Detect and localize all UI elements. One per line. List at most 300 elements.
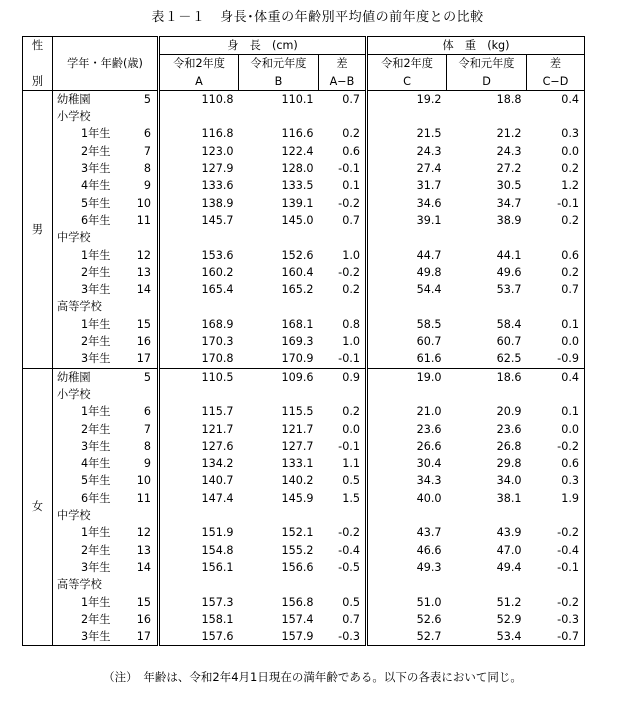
weight-previous-cell: 23.6 [496,422,522,436]
height-previous-cell: 116.6 [281,127,314,141]
grade-cell [53,421,159,438]
height-diff-cell: 0.9 [342,370,360,384]
weight-previous-cell: 47.0 [496,543,522,557]
school-label: 高等学校 [53,298,159,315]
age-value: 17 [136,352,151,366]
school-header-row [23,298,585,315]
height-previous-cell: 155.2 [281,543,314,557]
age-value: 12 [136,526,151,540]
school-header-row [23,229,585,246]
table-row [23,438,585,455]
height-current-cell: 127.6 [159,438,239,455]
weight-current-cell [367,229,447,246]
weight-previous-cell: 20.9 [496,405,522,419]
grade-label: 3年生 [81,560,111,574]
grade-label: 6年生 [81,213,111,227]
gender-label: 男 [23,90,53,368]
weight-current-cell: 43.7 [367,524,447,541]
height-diff-cell: 0.5 [342,474,360,488]
grade-label: 5年生 [81,196,111,210]
weight-previous-cell [447,507,527,524]
height-previous-cell [239,298,319,315]
grade-label: 2年生 [81,543,111,557]
grade-cell [53,368,159,386]
weight-previous-cell [447,229,527,246]
height-current-cell: 165.4 [159,281,239,298]
grade-cell [53,143,159,160]
table-row [23,472,585,489]
header-weight-group: 体 重 (kg) [367,37,585,55]
table-caption: 身長･体重の年齢別平均値の前年度との比較 [220,10,484,25]
weight-previous-cell: 29.8 [496,457,522,471]
height-diff-cell: 0.1 [342,179,360,193]
weight-diff-cell: -0.1 [527,559,585,576]
weight-current-cell: 61.6 [367,350,447,368]
height-diff-cell: -0.3 [319,628,367,646]
height-previous-cell: 145.0 [281,213,314,227]
weight-previous-cell: 34.7 [496,196,522,210]
grade-label: 3年生 [81,352,111,366]
height-diff-cell: 0.7 [342,612,360,626]
weight-current-cell: 49.8 [367,264,447,281]
height-previous-cell [239,386,319,403]
grade-cell [53,594,159,611]
stats-table [22,36,585,646]
height-previous-cell: 127.7 [281,439,314,453]
weight-previous-cell: 30.5 [496,179,522,193]
weight-current-cell: 19.0 [367,368,447,386]
height-current-cell: 154.8 [159,542,239,559]
table-row [23,594,585,611]
height-previous-cell: 115.5 [281,405,314,419]
height-diff-cell: 0.2 [342,405,360,419]
height-previous-cell: 156.6 [281,560,314,574]
height-current-cell: 121.7 [159,421,239,438]
height-current-cell: 147.4 [159,490,239,507]
school-header-row [23,507,585,524]
height-diff-cell: 0.5 [342,595,360,609]
height-current-cell: 157.3 [159,594,239,611]
height-previous-cell: 128.0 [281,162,314,176]
weight-diff-cell: 0.3 [527,472,585,489]
height-previous-cell: 145.9 [281,491,314,505]
table-row [23,177,585,194]
weight-diff-cell: -0.2 [527,524,585,541]
weight-previous-cell: 38.9 [496,213,522,227]
grade-cell [53,212,159,229]
weight-previous-cell: 43.9 [496,526,522,540]
weight-diff-cell [527,108,585,125]
height-current-cell: 145.7 [159,212,239,229]
grade-cell [53,438,159,455]
grade-label: 2年生 [81,422,111,436]
header-code-b: B [239,73,319,91]
weight-current-cell [367,298,447,315]
table-row [23,542,585,559]
weight-diff-cell: 0.0 [527,333,585,350]
height-current-cell: 170.8 [159,350,239,368]
weight-previous-cell [447,298,527,315]
height-previous-cell: 152.1 [281,526,314,540]
weight-diff-cell: 0.6 [527,455,585,472]
height-previous-cell: 157.4 [281,612,314,626]
weight-current-cell [367,386,447,403]
grade-label: 1年生 [81,317,111,331]
weight-current-cell: 24.3 [367,143,447,160]
height-current-cell: 168.9 [159,316,239,333]
weight-previous-cell: 60.7 [496,335,522,349]
height-previous-cell [239,576,319,593]
age-value: 9 [143,179,151,193]
weight-diff-cell [527,507,585,524]
table-row [23,264,585,281]
table-title [0,6,625,25]
grade-label: 5年生 [81,474,111,488]
height-previous-cell [239,108,319,125]
age-value: 11 [136,213,151,227]
grade-cell [53,160,159,177]
height-current-cell: 115.7 [159,403,239,420]
grade-label: 4年生 [81,179,111,193]
table-row [23,281,585,298]
height-current-cell: 153.6 [159,247,239,264]
table-row [23,421,585,438]
height-previous-cell: 139.1 [281,196,314,210]
height-diff-cell: 0.7 [342,213,360,227]
weight-current-cell: 44.7 [367,247,447,264]
age-value: 14 [136,283,151,297]
height-diff-cell: -0.4 [338,543,360,557]
header-code-ab: A−B [319,73,367,91]
weight-diff-cell: 0.6 [527,247,585,264]
grade-label: 幼稚園 [57,92,91,106]
weight-current-cell: 51.0 [367,594,447,611]
table-row [23,333,585,350]
weight-previous-cell: 52.9 [496,612,522,626]
age-value: 6 [143,127,151,141]
height-current-cell: 158.1 [159,611,239,628]
weight-current-cell: 49.3 [367,559,447,576]
age-value: 16 [136,335,151,349]
weight-current-cell: 54.4 [367,281,447,298]
weight-current-cell: 31.7 [367,177,447,194]
weight-diff-cell: 1.9 [527,490,585,507]
grade-cell [53,90,159,108]
grade-label: 3年生 [81,283,111,297]
weight-diff-cell: -0.9 [527,350,585,368]
weight-diff-cell: -0.7 [527,628,585,646]
height-previous-cell [239,507,319,524]
height-current-cell: 133.6 [159,177,239,194]
weight-diff-cell: -0.1 [527,195,585,212]
weight-diff-cell: 0.1 [527,316,585,333]
height-previous-cell: 170.9 [239,350,319,368]
grade-label: 1年生 [81,405,111,419]
height-current-cell: 160.2 [159,264,239,281]
header-height-previous: 令和元年度 [239,55,319,73]
header-code-a: A [159,73,239,91]
height-diff-cell: 1.1 [342,457,360,471]
weight-diff-cell: 0.0 [527,421,585,438]
weight-previous-cell: 38.1 [496,491,522,505]
height-previous-cell: 133.5 [281,179,314,193]
height-previous-cell: 109.6 [281,370,314,384]
age-value: 8 [143,439,151,453]
height-diff-cell [319,507,367,524]
table-body [23,90,585,646]
height-previous-cell: 156.8 [281,595,314,609]
height-previous-cell: 165.2 [281,283,314,297]
table-row [23,524,585,541]
grade-cell [53,403,159,420]
height-previous-cell: 110.1 [281,92,314,106]
header-weight-previous: 令和元年度 [447,55,527,73]
table-row [23,90,585,108]
table-row [23,316,585,333]
age-value: 16 [136,612,151,626]
header-height-current: 令和2年度 [159,55,239,73]
weight-diff-cell: 0.4 [527,90,585,108]
age-value: 7 [143,144,151,158]
height-diff-cell: 1.0 [342,248,360,262]
height-current-cell: 170.3 [159,333,239,350]
weight-previous-cell: 27.2 [496,162,522,176]
weight-current-cell: 39.1 [367,212,447,229]
weight-current-cell: 40.0 [367,490,447,507]
height-previous-cell [239,229,319,246]
weight-current-cell: 46.6 [367,542,447,559]
grade-cell [53,195,159,212]
height-current-cell [159,108,239,125]
weight-diff-cell: 1.2 [527,177,585,194]
age-value: 10 [136,196,151,210]
table-row [23,490,585,507]
table-row [23,628,585,646]
height-current-cell: 134.2 [159,455,239,472]
gender-label: 女 [23,368,53,646]
weight-current-cell [367,108,447,125]
age-value: 7 [143,422,151,436]
footnote: （注） 年齢は、令和2年4月1日現在の満年齢である。以下の各表において同じ。 [103,670,522,684]
age-value: 13 [136,265,151,279]
grade-cell [53,264,159,281]
height-diff-cell [319,229,367,246]
header-gender-top: 性 [23,37,53,55]
age-value: 15 [136,317,151,331]
school-label: 中学校 [53,507,159,524]
age-value: 5 [143,92,151,106]
grade-label: 4年生 [81,457,111,471]
header-weight-diff: 差 [527,55,585,73]
grade-cell [53,542,159,559]
weight-previous-cell: 26.8 [496,439,522,453]
age-value: 10 [136,474,151,488]
table-row [23,559,585,576]
weight-diff-cell: 0.4 [527,368,585,386]
weight-diff-cell: -0.2 [527,594,585,611]
weight-diff-cell: 0.1 [527,403,585,420]
height-current-cell: 140.7 [159,472,239,489]
weight-current-cell: 23.6 [367,421,447,438]
weight-previous-cell: 51.2 [496,595,522,609]
height-diff-cell: -0.2 [338,196,360,210]
header-height-group: 身 長 (cm) [159,37,367,55]
school-label: 高等学校 [53,576,159,593]
grade-label: 2年生 [81,335,111,349]
weight-previous-cell: 49.6 [496,265,522,279]
table-row [23,455,585,472]
height-previous-cell: 121.7 [281,422,314,436]
height-diff-cell: -0.5 [338,560,360,574]
grade-cell [53,281,159,298]
weight-diff-cell [527,576,585,593]
height-current-cell [159,298,239,315]
weight-diff-cell [527,298,585,315]
age-value: 13 [136,543,151,557]
height-current-cell: 156.1 [159,559,239,576]
weight-previous-cell: 49.4 [496,560,522,574]
weight-previous-cell: 53.4 [447,628,527,646]
grade-cell [53,490,159,507]
weight-diff-cell: 0.0 [527,143,585,160]
header-code-c: C [367,73,447,91]
height-diff-cell: 0.0 [342,422,360,436]
height-current-cell: 127.9 [159,160,239,177]
grade-label: 幼稚園 [57,370,91,384]
weight-diff-cell: -0.2 [527,438,585,455]
weight-diff-cell [527,229,585,246]
table-row [23,611,585,628]
height-previous-cell: 157.9 [239,628,319,646]
weight-diff-cell: -0.3 [527,611,585,628]
age-value: 11 [136,491,151,505]
header-code-d: D [447,73,527,91]
height-diff-cell: 1.0 [342,335,360,349]
height-current-cell: 151.9 [159,524,239,541]
height-diff-cell: 1.5 [342,491,360,505]
grade-cell [53,333,159,350]
weight-previous-cell [447,576,527,593]
height-diff-cell: 0.6 [342,144,360,158]
weight-previous-cell: 24.3 [496,144,522,158]
weight-current-cell [367,507,447,524]
height-diff-cell: 0.8 [342,317,360,331]
height-current-cell [159,229,239,246]
age-value: 9 [143,457,151,471]
height-current-cell: 123.0 [159,143,239,160]
grade-cell [53,177,159,194]
grade-label: 6年生 [81,491,111,505]
height-current-cell: 110.5 [159,368,239,386]
grade-label: 2年生 [81,144,111,158]
height-diff-cell [319,298,367,315]
weight-current-cell: 26.6 [367,438,447,455]
height-current-cell [159,576,239,593]
weight-diff-cell: 0.2 [527,264,585,281]
grade-cell [53,611,159,628]
header-height-diff: 差 [336,57,348,71]
height-previous-cell: 160.4 [281,265,314,279]
weight-current-cell: 19.2 [367,90,447,108]
weight-diff-cell: 0.3 [527,125,585,142]
table-row [23,368,585,386]
weight-previous-cell: 21.2 [496,127,522,141]
weight-current-cell: 58.5 [367,316,447,333]
table-row [23,350,585,368]
height-diff-cell: 0.7 [342,92,360,106]
grade-label: 3年生 [81,162,111,176]
header-weight-current: 令和2年度 [367,55,447,73]
grade-cell [53,472,159,489]
grade-label: 1年生 [81,248,111,262]
school-header-row [23,576,585,593]
grade-label: 1年生 [81,127,111,141]
weight-previous-cell: 34.0 [496,474,522,488]
table-row [23,160,585,177]
weight-current-cell: 27.4 [367,160,447,177]
height-diff-cell [319,386,367,403]
age-value: 15 [136,595,151,609]
weight-current-cell: 34.6 [367,195,447,212]
weight-previous-cell: 58.4 [496,317,522,331]
table-row [23,247,585,264]
grade-cell [53,350,159,368]
grade-cell [53,559,159,576]
height-previous-cell: 152.6 [281,248,314,262]
height-diff-cell: -0.2 [338,265,360,279]
school-header-row [23,386,585,403]
age-value: 17 [136,630,151,644]
weight-previous-cell: 62.5 [447,350,527,368]
age-value: 12 [136,248,151,262]
weight-previous-cell: 18.8 [496,92,522,106]
weight-current-cell: 21.0 [367,403,447,420]
grade-cell [53,316,159,333]
height-previous-cell: 133.1 [281,457,314,471]
age-value: 8 [143,162,151,176]
table-row [23,403,585,420]
grade-label: 3年生 [81,630,111,644]
height-current-cell: 116.8 [159,125,239,142]
weight-diff-cell: 0.2 [527,160,585,177]
grade-label: 1年生 [81,595,111,609]
height-previous-cell: 122.4 [281,144,314,158]
school-label: 小学校 [53,386,159,403]
height-current-cell: 138.9 [159,195,239,212]
table-row [23,125,585,142]
age-value: 5 [143,370,151,384]
height-diff-cell [319,108,367,125]
school-label: 小学校 [53,108,159,125]
weight-previous-cell: 53.7 [496,283,522,297]
height-diff-cell: 0.2 [342,127,360,141]
grade-cell [53,524,159,541]
weight-current-cell: 52.7 [367,628,447,646]
header-gender-bottom: 別 [23,73,53,91]
height-diff-cell: -0.1 [338,162,360,176]
grade-label: 1年生 [81,526,111,540]
weight-previous-cell [447,386,527,403]
grade-cell [53,455,159,472]
height-previous-cell: 168.1 [281,317,314,331]
height-current-cell [159,386,239,403]
age-value: 14 [136,560,151,574]
height-previous-cell: 140.2 [281,474,314,488]
header-grade-age: 学年・年齢(歳) [53,55,159,73]
height-previous-cell: 169.3 [281,335,314,349]
weight-diff-cell: -0.4 [527,542,585,559]
table-row [23,195,585,212]
